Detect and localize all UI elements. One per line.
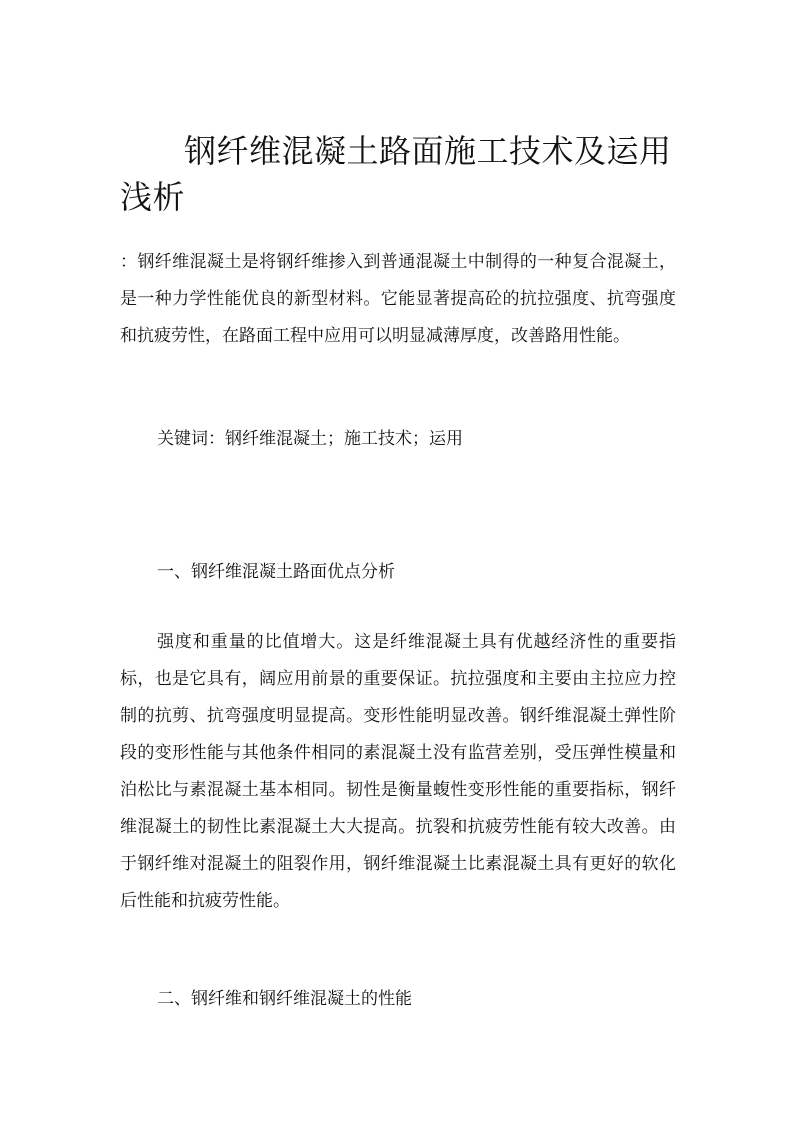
abstract-paragraph: ：钢纤维混凝土是将钢纤维掺入到普通混凝土中制得的一种复合混凝土，是一种力学性能优良的新型材料。它能显著提高砼的抗拉强度、抗弯强度和抗疲劳性，在路面工程中应用可以明显减薄厚度，改善路用性能。 (120, 252, 676, 346)
section-1-heading: 一、钢纤维混凝土路面优点分析 (157, 562, 395, 582)
section-2-heading: 二、钢纤维和钢纤维混凝土的性能 (157, 989, 412, 1009)
section-1-paragraph: 强度和重量的比值增大。这是纤维混凝土具有优越经济性的重要指标，也是它具有，阔应用前景的重要保证。抗拉强度和主要由主拉应力控制的抗剪、抗弯强度明显提高。变形性能明显改善。钢纤维混凝土弹性阶段的变形性能与其他条件相同的素混凝土没有监营差别，受压弹性模量和泊松比与素混凝土基本相同。韧性是衡量蝮性变形性能的重要指标，钢纤维混凝土的韧性比素混凝土大大提高。抗裂和抗疲劳性能有较大改善。由于钢纤维对混凝土的阻裂作用，钢纤维混凝土比素混凝土具有更好的软化后性能和抗疲劳性能。 (120, 632, 676, 911)
document-title: 钢纤维混凝土路面施工技术及运用浅析 (120, 132, 672, 216)
keywords-line: 关键词：钢纤维混凝土；施工技术；运用 (157, 429, 463, 449)
